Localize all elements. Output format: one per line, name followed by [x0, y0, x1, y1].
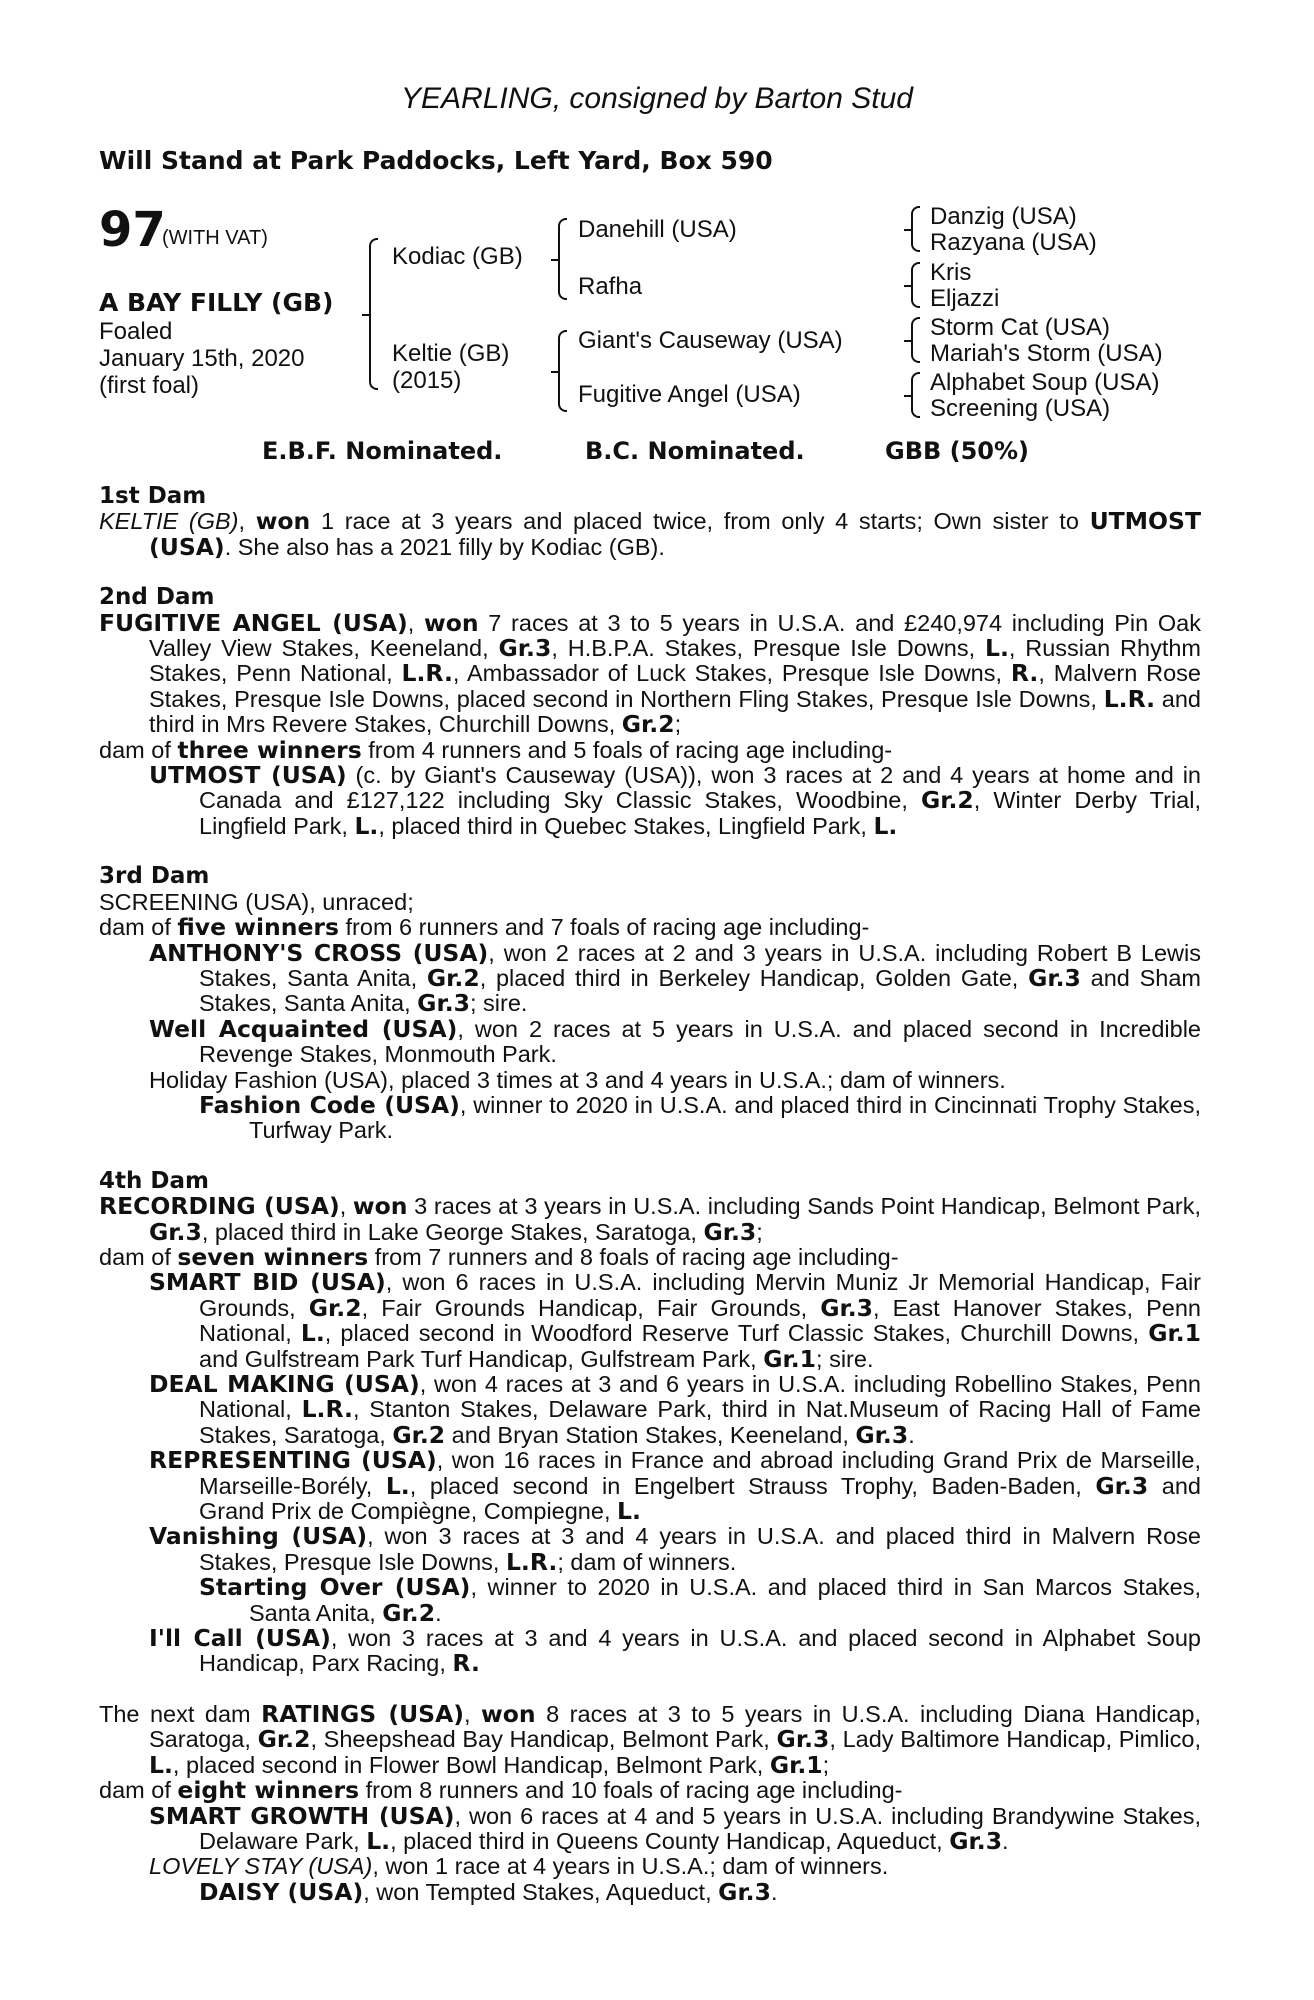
bc-nomination: B.C. Nominated. — [585, 437, 805, 465]
dam3-progeny-1: ANTHONY'S CROSS (USA), won 2 races at 2 and 3 years in U.S.A. including Robert B Lewis Stakes, Santa Anita, Gr.2, placed third in Berkeley Handicap, Golden Gate, Gr.3 and Sham Stakes, Santa Anita, Gr.3; sire. — [149, 938, 1201, 1018]
pedigree-brace-6 — [911, 317, 920, 363]
next-dam-progeny-1: SMART GROWTH (USA), won 6 races at 4 and 5 years in U.S.A. including Brandywine Stakes, Delaware Park, L., placed third in Queens County Handicap, Aqueduct, Gr.3. — [149, 1801, 1201, 1855]
dam3-progeny-3: Holiday Fashion (USA), placed 3 times at 3 and 4 years in U.S.A.; dam of winners. — [149, 1066, 1006, 1093]
ebf-nomination: E.B.F. Nominated. — [262, 437, 503, 465]
gbb-note: GBB (50%) — [885, 437, 1030, 465]
pedigree-brace-5 — [911, 262, 920, 308]
page-title: YEARLING, consigned by Barton Stud — [401, 82, 913, 115]
dam2-produce: dam of three winners from 4 runners and 5 foals of racing age including- — [99, 735, 893, 764]
dam4-progeny-5: I'll Call (USA), won 3 races at 3 and 4 years in U.S.A. and placed second in Alphabet Soup Handicap, Parx Racing, R. — [149, 1624, 1201, 1678]
next-dam-produce: dam of eight winners from 8 runners and 10 foals of racing age including- — [99, 1776, 903, 1805]
next-dam-progeny-2: LOVELY STAY (USA), won 1 race at 4 years in U.S.A.; dam of winners. — [149, 1853, 889, 1880]
dam4-progeny-4-1: Starting Over (USA), winner to 2020 in U.S.A. and placed third in San Marcos Stakes, Santa Anita, Gr.2. — [199, 1573, 1202, 1627]
pedigree-gen3-1: Danzig (USA) — [930, 203, 1077, 230]
pedigree-gen3-3: Kris — [930, 259, 972, 286]
pedigree-brace-3 — [558, 330, 567, 412]
pedigree-brace-7 — [911, 372, 920, 418]
dam4-produce: dam of seven winners from 7 runners and 8 foals of racing age including- — [99, 1242, 899, 1271]
pedigree-brace-4 — [911, 206, 920, 252]
dam3-heading: 3rd Dam — [99, 863, 210, 890]
pedigree-brace-1 — [369, 238, 378, 390]
dam4-text: RECORDING (USA), won 3 races at 3 years in U.S.A. including Sands Point Handicap, Belmont Park, Gr.3, placed third in Lake George Stakes, Saratoga, Gr.3; — [99, 1192, 1202, 1246]
pedigree-gen3-8: Screening (USA) — [930, 395, 1111, 422]
pedigree-brace-2 — [558, 218, 567, 300]
pedigree-dam: Keltie (GB) — [392, 340, 510, 367]
foaled-label: Foaled — [99, 318, 173, 345]
pedigree-gen3-7: Alphabet Soup (USA) — [930, 369, 1160, 396]
next-dam-text: The next dam RATINGS (USA), won 8 races at 3 to 5 years in U.S.A. including Diana Handicap, Saratoga, Gr.2, Sheepshead Bay Handicap, Belmont Park, Gr.3, Lady Baltimore Handicap, Pimlico, L., placed second in Flower Bowl Handicap, Belmont Park, Gr.1; — [99, 1699, 1201, 1779]
dam4-progeny-2: DEAL MAKING (USA), won 4 races at 3 and 6 years in U.S.A. including Robellino Stakes, Penn National, L.R., Stanton Stakes, Delaware Park, third in Nat.Museum of Racing Hall of Fame Stakes, Saratoga, Gr.2 and Bryan Station Stakes, Keeneland, Gr.3. — [149, 1370, 1201, 1449]
pedigree-dam-year: (2015) — [392, 367, 462, 394]
pedigree-sire: Kodiac (GB) — [392, 243, 523, 270]
pedigree-gen3-6: Mariah's Storm (USA) — [930, 340, 1163, 367]
pedigree-dam-dam: Fugitive Angel (USA) — [578, 381, 801, 408]
dam3-produce: dam of five winners from 6 runners and 7 foals of racing age including- — [99, 913, 870, 942]
dam3-text: SCREENING (USA), unraced; — [99, 888, 414, 915]
dam3-progeny-2: Well Acquainted (USA), won 2 races at 5 years in U.S.A. and placed second in Incredible Revenge Stakes, Monmouth Park. — [149, 1014, 1201, 1068]
pedigree-gen3-5: Storm Cat (USA) — [930, 314, 1111, 341]
pedigree-dam-sire: Giant's Causeway (USA) — [578, 327, 843, 354]
foaled-date: January 15th, 2020 — [99, 345, 305, 372]
stand-location: Will Stand at Park Paddocks, Left Yard, Box 590 — [99, 146, 773, 175]
horse-name: A BAY FILLY (GB) — [99, 288, 334, 317]
dam2-heading: 2nd Dam — [99, 584, 215, 611]
dam4-progeny-1: SMART BID (USA), won 6 races in U.S.A. including Mervin Muniz Jr Memorial Handicap, Fair Grounds, Gr.2, Fair Grounds Handicap, Fair Grounds, Gr.3, East Hanover Stakes, Penn National, L., placed second in Woodford Reserve Turf Classic Stakes, Churchill Downs, Gr.1 and Gulfstream Park Turf Handicap, Gulfstream Park, Gr.1; sire. — [149, 1268, 1202, 1373]
dam1-heading: 1st Dam — [99, 483, 207, 509]
dam1-text: KELTIE (GB), won 1 race at 3 years and placed twice, from only 4 starts; Own sister to UTMOST (USA). She also has a 2021 filly by Kodiac (GB). — [99, 507, 1201, 561]
first-foal-note: (first foal) — [99, 372, 200, 399]
dam2-text: FUGITIVE ANGEL (USA), won 7 races at 3 to 5 years in U.S.A. and £240,974 including Pin Oak Valley View Stakes, Keeneland, Gr.3, H.B.P.A. Stakes, Presque Isle Downs, L., Russian Rhythm Stakes, Penn National, L.R., Ambassador of Luck Stakes, Presque Isle Downs, R., Malvern Rose Stakes, Presque Isle Downs, placed second in Northern Fling Stakes, Presque Isle Downs, L.R. and third in Mrs Revere Stakes, Churchill Downs, Gr.2; — [99, 608, 1201, 739]
pedigree-sire-dam: Rafha — [578, 273, 643, 300]
dam3-progeny-3-1: Fashion Code (USA), winner to 2020 in U.S.A. and placed third in Cincinnati Trophy Stakes, Turfway Park. — [199, 1090, 1202, 1144]
dam4-progeny-3: REPRESENTING (USA), won 16 races in France and abroad including Grand Prix de Marseille, Marseille-Borély, L., placed second in Engelbert Strauss Trophy, Baden-Baden, Gr.3 and Grand Prix de Compiègne, Compiegne, L. — [149, 1446, 1201, 1526]
pedigree-gen3-2: Razyana (USA) — [930, 229, 1097, 256]
pedigree-sire-sire: Danehill (USA) — [578, 216, 737, 243]
pedigree-gen3-4: Eljazzi — [930, 285, 1000, 312]
dam2-progeny-1: UTMOST (USA) (c. by Giant's Causeway (USA)), won 3 races at 2 and 4 years at home and in Canada and £127,122 including Sky Classic Stakes, Woodbine, Gr.2, Winter Derby Trial, Lingfield Park, L., placed third in Quebec Stakes, Lingfield Park, L. — [149, 761, 1201, 840]
lot-number: 97 — [99, 202, 166, 258]
vat-note: (WITH VAT) — [162, 227, 268, 249]
next-dam-progeny-2-1: DAISY (USA), won Tempted Stakes, Aqueduct, Gr.3. — [199, 1877, 778, 1906]
catalogue-body — [99, 484, 1201, 1905]
dam4-heading: 4th Dam — [99, 1167, 209, 1194]
dam4-progeny-4: Vanishing (USA), won 3 races at 3 and 4 years in U.S.A. and placed third in Malvern Rose Stakes, Presque Isle Downs, L.R.; dam of winners. — [149, 1522, 1201, 1576]
